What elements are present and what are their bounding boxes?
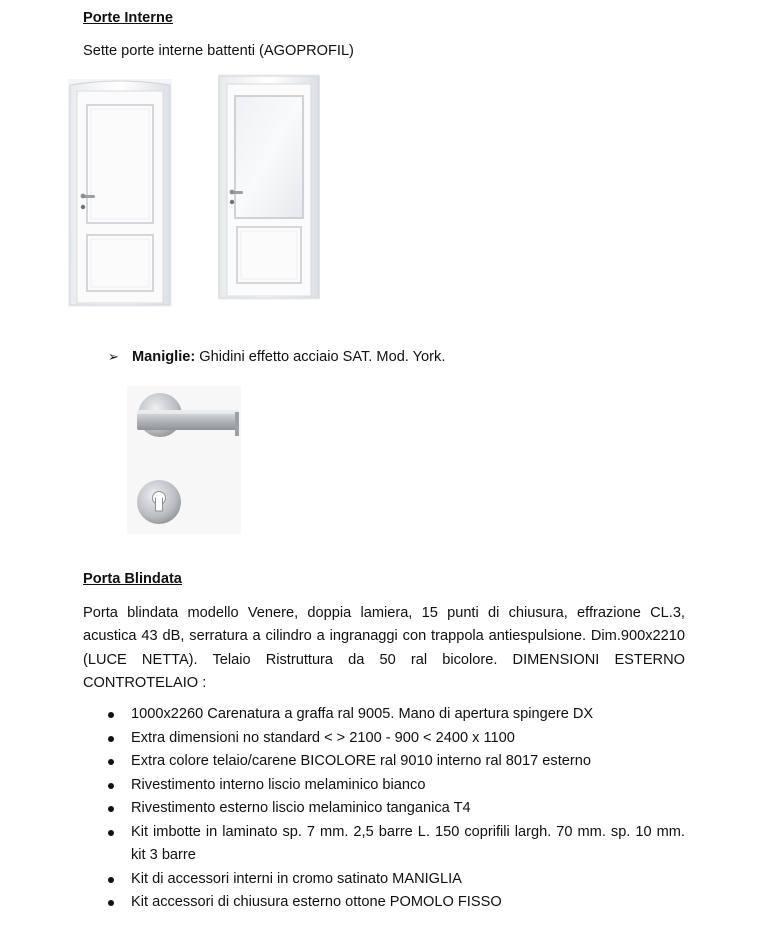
- porta-blindata-description: Porta blindata modello Venere, doppia lamiera, 15 punti di chiusura, effrazione CL.3, acustica 43 dB, serratura a cilindro a ingranaggi con trappola antiespulsione. Dim.900x2210 (LUCE NETTA). Telaio Ristruttura da 50 ral bicolore. DIMENSIONI ESTERNO CONTROTELAIO :: [83, 605, 685, 691]
- list-item: Kit di accessori interni in cromo satinato MANIGLIA: [83, 868, 685, 892]
- list-item: Rivestimento esterno liscio melaminico tanganica T4: [83, 797, 685, 821]
- list-item: 1000x2260 Carenatura a graffa ral 9005. Mano di apertura spingere DX: [83, 703, 685, 727]
- maniglie-text: Ghidini effetto acciaio SAT. Mod. York.: [195, 349, 446, 365]
- porte-interne-subtitle: Sette porte interne battenti (AGOPROFIL): [83, 43, 354, 59]
- door-handle-icon: [127, 386, 241, 534]
- list-item: Kit accessori di chiusura esterno ottone POMOLO FISSO: [83, 891, 685, 915]
- list-item: Extra dimensioni no standard < > 2100 - 900 < 2400 x 1100: [83, 727, 685, 751]
- maniglie-label: Maniglie:: [132, 349, 196, 365]
- white-panel-door-icon: [68, 79, 172, 307]
- list-item: Kit imbotte in laminato sp. 7 mm. 2,5 barre L. 150 coprifili largh. 70 mm. sp. 10 mm. kit 3 barre: [83, 821, 685, 868]
- list-item: Extra colore telaio/carene BICOLORE ral 9010 interno ral 8017 esterno: [83, 750, 685, 774]
- porta-blindata-heading: Porta Blindata: [83, 571, 182, 587]
- white-glass-door-icon: [218, 74, 320, 300]
- list-item: Rivestimento interno liscio melaminico bianco: [83, 774, 685, 798]
- maniglie-item: [108, 348, 445, 366]
- arrow-bullet-icon: ➢: [108, 349, 119, 364]
- porte-interne-heading: Porte Interne: [83, 10, 174, 26]
- porta-blindata-list: [83, 703, 685, 915]
